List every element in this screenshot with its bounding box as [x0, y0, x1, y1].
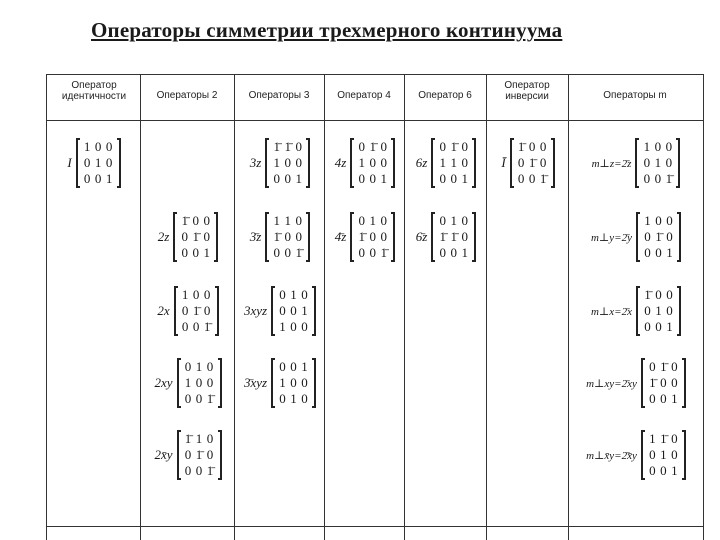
- matrix-cell: [236, 212, 324, 262]
- matrix-entry: 0: [94, 171, 102, 186]
- header-operators-2: Операторы 2: [156, 90, 218, 101]
- matrix-entry: 1̄: [660, 359, 667, 374]
- matrix-entry: 1: [195, 431, 203, 446]
- matrix-entry: 0: [284, 155, 292, 170]
- matrix-entry: 0: [644, 303, 651, 318]
- matrix-entry: 0: [203, 229, 211, 244]
- matrix-entry: 0: [671, 431, 678, 446]
- matrix-entry: 0: [528, 171, 536, 186]
- matrix-entry: 1̄: [358, 229, 366, 244]
- matrix-entry: 1̄: [284, 139, 292, 154]
- matrix-entry: 0: [666, 303, 673, 318]
- matrix-entry: 1: [105, 171, 113, 186]
- matrix-cell: [326, 212, 404, 262]
- operator-matrix: [173, 212, 218, 262]
- matrix-entry: 0: [644, 319, 651, 334]
- matrix-entry: 0: [206, 447, 214, 462]
- operator-symbol: 6̄z: [415, 229, 428, 244]
- matrix-cell: [236, 358, 324, 408]
- matrix-entry: 0: [649, 391, 656, 406]
- matrix-entry: 0: [290, 375, 297, 390]
- matrix-entry: 0: [206, 431, 214, 446]
- header-divider: [46, 120, 704, 121]
- matrix-entry: 0: [83, 155, 91, 170]
- matrix-entry: 1: [279, 375, 286, 390]
- matrix-entry: 0: [649, 447, 656, 462]
- matrix-entry: 1: [273, 155, 281, 170]
- matrix-entry: 0: [660, 463, 667, 478]
- operator-symbol: Ī: [501, 155, 506, 170]
- matrix-entry: 0: [665, 139, 673, 154]
- operator-symbol: m⊥x̄y=2̄x̄y: [586, 449, 637, 462]
- matrix-entry: 0: [295, 139, 303, 154]
- matrix-entry: 0: [279, 359, 286, 374]
- operators-table: [46, 74, 704, 540]
- matrix-cell: [570, 286, 702, 336]
- matrix-entry: 0: [279, 391, 286, 406]
- matrix-entry: 0: [301, 375, 308, 390]
- matrix-entry: 0: [369, 229, 377, 244]
- matrix-entry: 1̄: [539, 171, 547, 186]
- column-divider: [703, 74, 704, 540]
- header-inversion: Оператор инверсии: [504, 80, 550, 102]
- operator-matrix: [350, 138, 395, 188]
- matrix-entry: 0: [192, 319, 200, 334]
- table-bottom-border: [46, 526, 704, 527]
- matrix-entry: 1̄: [273, 139, 281, 154]
- matrix-entry: 0: [517, 171, 525, 186]
- matrix-entry: 1̄: [192, 303, 200, 318]
- matrix-entry: 0: [461, 139, 469, 154]
- matrix-entry: 0: [273, 171, 281, 186]
- matrix-cell: [142, 212, 234, 262]
- matrix-entry: 0: [203, 287, 211, 302]
- matrix-entry: 1: [279, 319, 286, 334]
- matrix-entry: 0: [203, 303, 211, 318]
- column-divider: [486, 74, 487, 540]
- operator-matrix: [177, 430, 222, 480]
- matrix-entry: 0: [369, 245, 377, 260]
- operator-matrix: [641, 358, 686, 408]
- operator-symbol: 4̄z: [334, 229, 347, 244]
- matrix-cell: [570, 138, 702, 188]
- matrix-entry: 1: [83, 139, 91, 154]
- matrix-entry: 1: [439, 155, 447, 170]
- matrix-entry: 0: [380, 139, 388, 154]
- column-divider: [46, 74, 47, 540]
- matrix-entry: 1: [654, 155, 662, 170]
- matrix-entry: 0: [666, 213, 673, 228]
- matrix-entry: 0: [206, 359, 214, 374]
- matrix-entry: 0: [654, 171, 662, 186]
- header-operator-6: Оператор 6: [418, 90, 472, 101]
- matrix-entry: 0: [369, 155, 377, 170]
- matrix-entry: 0: [295, 213, 303, 228]
- matrix-entry: 0: [369, 171, 377, 186]
- matrix-entry: 1: [461, 171, 469, 186]
- matrix-entry: 0: [654, 139, 662, 154]
- matrix-entry: 0: [284, 171, 292, 186]
- operator-symbol: 2x̄y: [154, 447, 173, 462]
- operator-symbol: 3xyz: [243, 303, 268, 318]
- matrix-entry: 1: [666, 245, 673, 260]
- matrix-entry: 1: [643, 139, 651, 154]
- header-identity: Оператор идентичности: [61, 80, 127, 102]
- operator-matrix: [265, 138, 310, 188]
- operator-symbol: I: [67, 155, 72, 170]
- matrix-entry: 0: [184, 359, 192, 374]
- matrix-entry: 0: [273, 245, 281, 260]
- matrix-entry: 1: [184, 375, 192, 390]
- matrix-entry: 0: [105, 155, 113, 170]
- matrix-entry: 1̄: [192, 229, 200, 244]
- matrix-entry: 0: [192, 245, 200, 260]
- matrix-entry: 0: [184, 463, 192, 478]
- matrix-entry: 0: [279, 303, 286, 318]
- matrix-entry: 0: [279, 287, 286, 302]
- column-divider: [324, 74, 325, 540]
- operator-symbol: 2x: [157, 303, 170, 318]
- matrix-cell: [488, 138, 568, 188]
- matrix-entry: 0: [195, 391, 203, 406]
- matrix-cell: [570, 430, 702, 480]
- matrix-entry: 1: [301, 303, 308, 318]
- operator-matrix: [271, 358, 316, 408]
- matrix-entry: 0: [671, 447, 678, 462]
- column-divider: [140, 74, 141, 540]
- matrix-cell: [142, 358, 234, 408]
- matrix-cell: [48, 138, 140, 188]
- operator-symbol: 2z: [157, 229, 170, 244]
- matrix-entry: 0: [439, 245, 447, 260]
- matrix-entry: 0: [649, 463, 656, 478]
- matrix-cell: [406, 138, 486, 188]
- matrix-entry: 1: [649, 431, 656, 446]
- matrix-entry: 0: [439, 213, 447, 228]
- matrix-entry: 0: [105, 139, 113, 154]
- operator-symbol: 3̄z: [249, 229, 262, 244]
- matrix-entry: 0: [295, 229, 303, 244]
- matrix-entry: 1: [450, 155, 458, 170]
- matrix-entry: 0: [358, 171, 366, 186]
- matrix-entry: 0: [380, 213, 388, 228]
- matrix-entry: 0: [284, 229, 292, 244]
- matrix-entry: 0: [649, 359, 656, 374]
- matrix-entry: 1: [290, 391, 297, 406]
- matrix-entry: 0: [284, 245, 292, 260]
- matrix-entry: 0: [439, 171, 447, 186]
- operator-symbol: m⊥z=2̄z: [591, 157, 632, 170]
- header-operators-m: Операторы m: [603, 90, 667, 101]
- matrix-entry: 0: [655, 213, 662, 228]
- matrix-entry: 0: [192, 287, 200, 302]
- matrix-entry: 1̄: [660, 431, 667, 446]
- matrix-entry: 0: [203, 213, 211, 228]
- matrix-entry: 1: [358, 155, 366, 170]
- matrix-entry: 0: [184, 447, 192, 462]
- matrix-entry: 0: [358, 139, 366, 154]
- matrix-entry: 0: [439, 139, 447, 154]
- header-operators-3: Операторы 3: [248, 90, 310, 101]
- matrix-entry: 0: [301, 391, 308, 406]
- matrix-entry: 0: [461, 213, 469, 228]
- matrix-entry: 0: [192, 213, 200, 228]
- matrix-entry: 0: [195, 463, 203, 478]
- matrix-entry: 1: [380, 171, 388, 186]
- matrix-entry: 0: [290, 303, 297, 318]
- matrix-entry: 0: [666, 287, 673, 302]
- table-top-border: [46, 74, 704, 75]
- matrix-entry: 0: [655, 245, 662, 260]
- matrix-entry: 0: [290, 359, 297, 374]
- matrix-entry: 0: [83, 171, 91, 186]
- matrix-entry: 0: [94, 139, 102, 154]
- matrix-entry: 1: [644, 213, 651, 228]
- matrix-entry: 0: [660, 375, 667, 390]
- matrix-entry: 0: [539, 139, 547, 154]
- matrix-entry: 1: [284, 213, 292, 228]
- matrix-cell: [570, 212, 702, 262]
- matrix-entry: 0: [660, 391, 667, 406]
- matrix-cell: [142, 430, 234, 480]
- matrix-cell: [142, 286, 234, 336]
- matrix-entry: 0: [644, 245, 651, 260]
- matrix-entry: 1̄: [665, 171, 673, 186]
- matrix-entry: 0: [450, 171, 458, 186]
- column-divider: [234, 74, 235, 540]
- operator-matrix: [265, 212, 310, 262]
- matrix-entry: 1̄: [439, 229, 447, 244]
- matrix-cell: [570, 358, 702, 408]
- matrix-entry: 1̄: [295, 245, 303, 260]
- matrix-cell: [406, 212, 486, 262]
- matrix-entry: 1̄: [206, 391, 214, 406]
- matrix-entry: 0: [517, 155, 525, 170]
- matrix-entry: 1̄: [517, 139, 525, 154]
- header-operator-4: Оператор 4: [337, 90, 391, 101]
- matrix-entry: 1̄: [369, 139, 377, 154]
- matrix-entry: 0: [655, 287, 662, 302]
- operator-matrix: [431, 138, 476, 188]
- matrix-entry: 0: [290, 319, 297, 334]
- matrix-entry: 1̄: [655, 229, 662, 244]
- matrix-entry: 0: [380, 229, 388, 244]
- matrix-entry: 0: [528, 139, 536, 154]
- operator-symbol: 6z: [415, 155, 428, 170]
- matrix-entry: 1̄: [195, 447, 203, 462]
- matrix-entry: 1: [203, 245, 211, 260]
- matrix-entry: 1̄: [206, 463, 214, 478]
- matrix-entry: 0: [643, 171, 651, 186]
- matrix-entry: 0: [539, 155, 547, 170]
- column-divider: [404, 74, 405, 540]
- column-divider: [568, 74, 569, 540]
- matrix-entry: 0: [671, 359, 678, 374]
- matrix-entry: 1: [660, 447, 667, 462]
- matrix-entry: 0: [206, 375, 214, 390]
- operator-symbol: m⊥x=2̄x: [591, 305, 632, 318]
- matrix-entry: 1: [655, 303, 662, 318]
- matrix-entry: 0: [181, 303, 189, 318]
- matrix-cell: [326, 138, 404, 188]
- operator-symbol: 2xy: [154, 375, 173, 390]
- matrix-entry: 0: [671, 375, 678, 390]
- operator-symbol: m⊥xy=2̄xy: [586, 377, 637, 390]
- matrix-entry: 0: [181, 319, 189, 334]
- matrix-entry: 1: [369, 213, 377, 228]
- matrix-entry: 1̄: [273, 229, 281, 244]
- matrix-entry: 1̄: [184, 431, 192, 446]
- matrix-entry: 0: [358, 213, 366, 228]
- matrix-entry: 1̄: [450, 229, 458, 244]
- matrix-entry: 0: [184, 391, 192, 406]
- matrix-entry: 0: [301, 287, 308, 302]
- operator-matrix: [636, 286, 681, 336]
- matrix-entry: 0: [301, 319, 308, 334]
- matrix-entry: 1̄: [181, 213, 189, 228]
- matrix-entry: 1: [671, 463, 678, 478]
- operator-symbol: m⊥y=2̄y: [591, 231, 632, 244]
- matrix-cell: [236, 138, 324, 188]
- operator-symbol: 3z: [249, 155, 262, 170]
- matrix-entry: 1: [461, 245, 469, 260]
- operator-matrix: [510, 138, 555, 188]
- operator-matrix: [174, 286, 219, 336]
- matrix-entry: 0: [181, 229, 189, 244]
- matrix-entry: 1: [671, 391, 678, 406]
- matrix-entry: 1: [195, 359, 203, 374]
- matrix-entry: 1̄: [644, 287, 651, 302]
- matrix-entry: 0: [380, 155, 388, 170]
- operator-matrix: [350, 212, 395, 262]
- operator-symbol: 4z: [334, 155, 347, 170]
- matrix-entry: 1̄: [649, 375, 656, 390]
- matrix-entry: 0: [450, 245, 458, 260]
- operator-matrix: [641, 430, 686, 480]
- matrix-entry: 0: [295, 155, 303, 170]
- matrix-entry: 0: [181, 245, 189, 260]
- matrix-entry: 1: [181, 287, 189, 302]
- matrix-entry: 1: [273, 213, 281, 228]
- matrix-entry: 1̄: [528, 155, 536, 170]
- matrix-entry: 1: [94, 155, 102, 170]
- matrix-entry: 1̄: [203, 319, 211, 334]
- operator-symbol: 3̄xyz: [243, 375, 268, 390]
- matrix-entry: 0: [461, 229, 469, 244]
- operator-matrix: [431, 212, 476, 262]
- matrix-entry: 0: [461, 155, 469, 170]
- matrix-entry: 1: [450, 213, 458, 228]
- matrix-entry: 0: [358, 245, 366, 260]
- matrix-entry: 1̄: [450, 139, 458, 154]
- matrix-entry: 0: [643, 155, 651, 170]
- matrix-entry: 0: [195, 375, 203, 390]
- operator-matrix: [271, 286, 316, 336]
- matrix-entry: 1: [290, 287, 297, 302]
- matrix-entry: 0: [644, 229, 651, 244]
- matrix-entry: 1: [295, 171, 303, 186]
- operator-matrix: [76, 138, 121, 188]
- matrix-entry: 0: [665, 155, 673, 170]
- matrix-cell: [236, 286, 324, 336]
- operator-matrix: [177, 358, 222, 408]
- matrix-entry: 1̄: [380, 245, 388, 260]
- operator-matrix: [636, 212, 681, 262]
- page-title: Операторы симметрии трехмерного континуума: [91, 18, 563, 42]
- matrix-entry: 1: [301, 359, 308, 374]
- matrix-entry: 1: [666, 319, 673, 334]
- matrix-entry: 0: [655, 319, 662, 334]
- matrix-entry: 0: [666, 229, 673, 244]
- operator-matrix: [635, 138, 680, 188]
